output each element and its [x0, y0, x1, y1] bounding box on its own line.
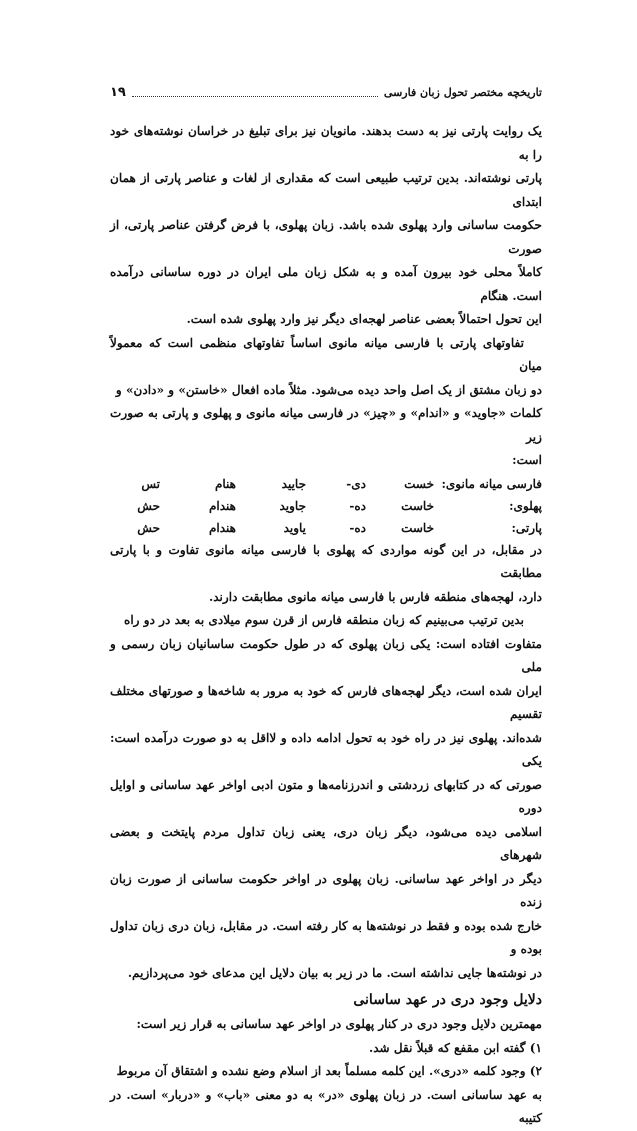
table-cell: هنام	[214, 476, 236, 491]
table-cell: جاوید	[279, 498, 306, 513]
table-cell: خاست	[401, 498, 434, 513]
row-label: پارتی:	[511, 520, 542, 535]
text-line: تفاوتهای پارتی با فارسی میانه مانوی اساساً تفاوتهای منظمی است که معمولاً میان	[110, 335, 542, 373]
text-line: دیگر در اواخر عهد ساسانی. زبان پهلوی در اواخر حکومت ساسانی از صورت زبان زنده	[110, 871, 542, 909]
text-line: اسلامی دیده می‌شود، دیگر زبان دری، یعنی زبان تداول مردم پایتخت و بعضی شهرهای	[110, 824, 542, 862]
table-cell: یاوید	[283, 520, 306, 535]
row-label: فارسی میانه مانوی:	[441, 476, 542, 491]
table-cell: تس	[141, 476, 160, 491]
table-cell: جایید	[281, 476, 306, 491]
table-row	[110, 495, 542, 517]
table-row	[110, 473, 542, 495]
text-line: این تحول احتمالاً بعضی عناصر لهجه‌ای دیگر نیز وارد پهلوی شده است.	[186, 312, 542, 326]
table-cell: هندام	[208, 498, 236, 513]
text-line: دو زبان مشتق از یک اصل واحد دیده می‌شود. مثلاً ماده افعال «خاستن» و «دادن» و	[115, 382, 542, 397]
comparison-table	[110, 473, 542, 539]
list-item: ۲) وجود کلمه «دری». این کلمه مسلماً بعد از اسلام وضع نشده و اشتقاق آن مربوط	[116, 1064, 542, 1078]
table-cell: دی-	[346, 476, 366, 491]
text-line: کاملاً محلی خود بیرون آمده و به شکل زبان ملی ایران در دوره ساسانی درآمده است. هنگام	[110, 265, 542, 303]
text-line: دارد، لهجه‌های منطقه فارس با فارسی میانه مانوی مطابقت دارند.	[209, 589, 542, 604]
paragraph-5	[110, 1013, 542, 1131]
header-dotted-leader	[132, 87, 378, 97]
text-line: صورتی که در کتابهای زردشتی و اندرزنامه‌ها و متون ادبی اواخر عهد ساسانی و اوایل دوره	[110, 777, 542, 815]
text-line: است:	[512, 453, 542, 467]
table-cell: حش	[137, 520, 160, 535]
table-cell: ده-	[349, 498, 366, 513]
text-line: حکومت ساسانی وارد پهلوی شده باشد. زبان پهلوی، با فرض گرفتن عناصر پارتی، از صورت	[110, 218, 542, 256]
text-line: در نوشته‌ها جایی نداشته است. ما در زیر به بیان دلایل این مدعای خود می‌پردازیم.	[127, 965, 542, 980]
text-line: ایران شده است، دیگر لهجه‌های فارس که خود به مرور به شاخه‌ها و صورتهای مختلف تقسیم	[110, 683, 542, 721]
section-heading: دلایل وجود دری در عهد ساسانی	[353, 992, 542, 1008]
text-line: به عهد ساسانی است. در زبان پهلوی «در» به دو معنی «باب» و «دربار» است. در کتیبه	[110, 1087, 542, 1125]
list-item: ۱) گفته ابن مقفع که قبلاً نقل شد.	[368, 1040, 542, 1055]
page-body	[110, 120, 542, 1131]
paragraph-4	[110, 609, 542, 985]
text-line: در مقابل، در این گونه مواردی که پهلوی با فارسی میانه مانوی تفاوت و با پارتی مطابقت	[110, 542, 542, 580]
table-cell: خست	[404, 476, 434, 491]
page-number: ۱۹	[110, 84, 126, 100]
paragraph-3	[110, 539, 542, 610]
text-line: خارج شده بوده و فقط در نوشته‌ها به کار رفته است. در مقابل، زبان دری زبان تداول بوده و	[110, 918, 542, 956]
table-row	[110, 517, 542, 539]
row-label: پهلوی:	[509, 498, 542, 513]
paragraph-1	[110, 120, 542, 332]
table-cell: خاست	[401, 520, 434, 535]
table-cell: حش	[137, 498, 160, 513]
paragraph-2	[110, 332, 542, 473]
table-cell: ده-	[349, 520, 366, 535]
text-line: شده‌اند. پهلوی نیز در راه خود به تحول ادامه داده و لااقل به دو صورت درآمده است: یکی	[110, 730, 542, 768]
text-line: پارتی نوشته‌اند. بدین ترتیب طبیعی است که مقداری از لغات و عناصر پارتی از همان ابتدای	[110, 171, 542, 209]
table-cell: هندام	[208, 520, 236, 535]
running-title: تاریخچه مختصر تحول زبان فارسی	[383, 85, 542, 99]
text-line: بدین ترتیب می‌بینیم که زبان منطقه فارس از قرن سوم میلادی به بعد در دو راه	[123, 613, 524, 627]
text-line: کلمات «جاوید» و «اندام» و «چیز» در فارسی میانه مانوی و پهلوی و پارتی به صورت زیر	[110, 406, 542, 444]
text-line: یک روایت پارتی نیز به دست بدهند. مانویان نیز برای تبلیغ در خراسان نوشته‌های خود را به	[110, 124, 542, 162]
text-line: متفاوت افتاده است: یکی زبان پهلوی که در طول حکومت ساسانیان زبان رسمی و ملی	[110, 636, 542, 674]
page-header	[110, 82, 542, 102]
text-line: مهمترین دلایل وجود دری در کنار پهلوی در اواخر عهد ساسانی به قرار زیر است:	[136, 1017, 542, 1031]
